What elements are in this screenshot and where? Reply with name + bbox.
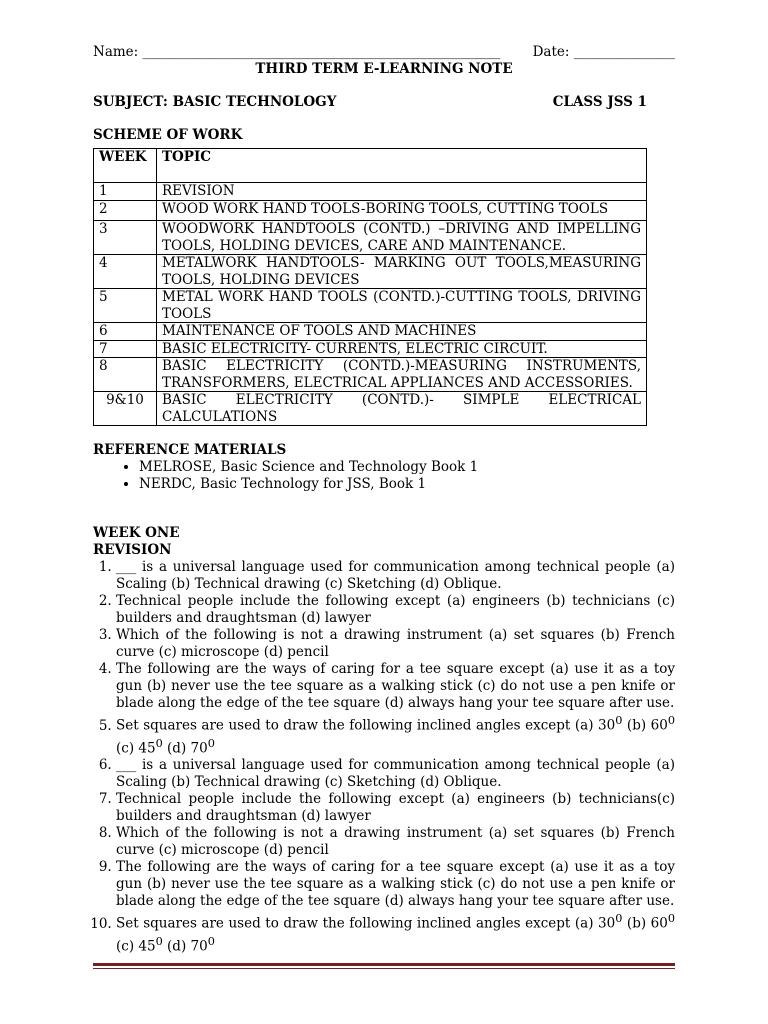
table-row (94, 392, 647, 426)
week-cell: 6 (94, 323, 157, 341)
week-cell: 3 (94, 221, 157, 255)
name-field-label: Name: _____________________________________________________ (93, 44, 501, 60)
topic-cell: WOOD WORK HAND TOOLS-BORING TOOLS, CUTTING TOOLS (157, 200, 647, 221)
revision-subheading: REVISION (93, 542, 172, 558)
list-item: 4. The following are the ways of caring for a tee square except (a) use it as a toy gun (b) never use the tee square as a walking stick (c) do not use a pen knife or blade along the edge of the tee square (d) always hang your tee square after use. (116, 661, 675, 712)
topic-cell: WOODWORK HANDTOOLS (CONTD.) –DRIVING AND IMPELLING TOOLS, HOLDING DEVICES, CARE AND MAINTENANCE. (157, 221, 647, 255)
table-row (94, 340, 647, 358)
list-item: • MELROSE, Basic Science and Technology Book 1 (139, 459, 675, 476)
subject-class-row (93, 94, 675, 111)
list-item: 9. The following are the ways of caring for a tee square except (a) use it as a toy gun (b) never use the tee square as a walking stick (c) do not use a pen knife or blade along the edge of the tee square (d) always hang your tee square after use. (116, 859, 675, 910)
topic-column-header: TOPIC (157, 149, 647, 183)
table-row (94, 323, 647, 341)
table-row (94, 358, 647, 392)
topic-cell: BASIC ELECTRICITY (CONTD.)-MEASURING INSTRUMENTS, TRANSFORMERS, ELECTRICAL APPLIANCES AND ACCESSORIES. (157, 358, 647, 392)
week-cell: 8 (94, 358, 157, 392)
subject-label: SUBJECT: BASIC TECHNOLOGY (93, 94, 337, 110)
topic-cell: BASIC ELECTRICITY (CONTD.)- SIMPLE ELECTRICAL CALCULATIONS (157, 392, 647, 426)
topic-cell: MAINTENANCE OF TOOLS AND MACHINES (157, 323, 647, 341)
list-item: 2. Technical people include the following except (a) engineers (b) technicians (c) builders and draughtsman (d) lawyer (116, 593, 675, 627)
document-title: THIRD TERM E-LEARNING NOTE (255, 61, 513, 77)
topic-cell: REVISION (157, 183, 647, 201)
week-cell: 2 (94, 200, 157, 221)
list-item: • NERDC, Basic Technology for JSS, Book 1 (139, 476, 675, 493)
table-header-row (94, 149, 647, 183)
scheme-of-work-table (93, 148, 647, 426)
scheme-heading: SCHEME OF WORK (93, 127, 243, 143)
table-row (94, 255, 647, 289)
table-row (94, 221, 647, 255)
references-list (93, 459, 675, 493)
week-column-header: WEEK (94, 149, 157, 183)
topic-cell: METAL WORK HAND TOOLS (CONTD.)-CUTTING TOOLS, DRIVING TOOLS (157, 289, 647, 323)
week-cell: 1 (94, 183, 157, 201)
list-item: 7. Technical people include the following except (a) engineers (b) technicians(c) builders and draughtsman (d) lawyer (116, 791, 675, 825)
list-item: 6. ___ is a universal language used for communication among technical people (a) Scaling (b) Technical drawing (c) Sketching (d) Oblique. (116, 757, 675, 791)
list-item: 1. ___ is a universal language used for communication among technical people (a) Scaling (b) Technical drawing (c) Sketching (d) Oblique. (116, 559, 675, 593)
date-field-label: Date: _______________ (532, 44, 675, 60)
document-page (93, 44, 675, 955)
table-row (94, 183, 647, 201)
week-cell: 5 (94, 289, 157, 323)
list-item: 8. Which of the following is not a drawing instrument (a) set squares (b) French curve (c) microscope (d) pencil (116, 825, 675, 859)
footer-rule (93, 963, 675, 969)
list-item: 10. Set squares are used to draw the following inclined angles except (a) $30^0$ (b) $60^0$ (c) $45^0$ (d) $70^0$ (116, 910, 675, 955)
topic-cell: METALWORK HANDTOOLS- MARKING OUT TOOLS,MEASURING TOOLS, HOLDING DEVICES (157, 255, 647, 289)
topic-cell: BASIC ELECTRICITY- CURRENTS, ELECTRIC CIRCUIT. (157, 340, 647, 358)
name-date-row (93, 44, 675, 61)
revision-questions (93, 559, 675, 955)
week-one-heading: WEEK ONE (93, 525, 180, 541)
list-item: 5. Set squares are used to draw the following inclined angles except (a) $30^0$ (b) $60^0$ (c) $45^0$ (d) $70^0$ (116, 712, 675, 757)
list-item: 3. Which of the following is not a drawing instrument (a) set squares (b) French curve (c) microscope (d) pencil (116, 627, 675, 661)
week-cell: 9&10 (94, 392, 157, 426)
class-label: CLASS JSS 1 (552, 94, 647, 110)
table-row (94, 200, 647, 221)
references-heading: REFERENCE MATERIALS (93, 442, 287, 458)
table-row (94, 289, 647, 323)
week-cell: 7 (94, 340, 157, 358)
week-cell: 4 (94, 255, 157, 289)
